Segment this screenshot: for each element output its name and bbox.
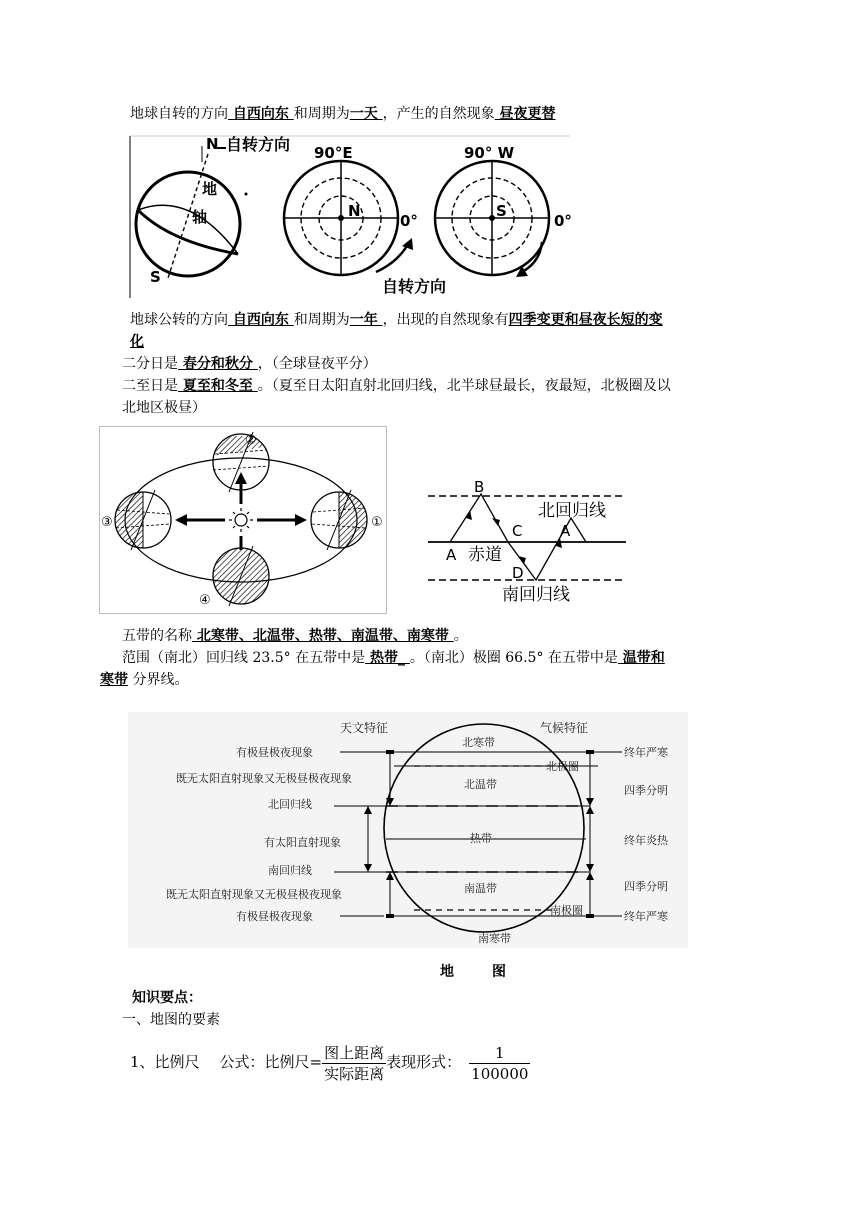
solstice-text: 二至日是 夏至和冬至 。（夏至日太阳直射北回归线，北半球昼最长，夜最短，北极圈及以: [122, 378, 671, 394]
label-90e: 90°E: [314, 144, 353, 162]
zone-south-frigid: 南寒带: [478, 932, 511, 945]
revolution-text: 地球公转的方向 自西向东 和周期为一年 ，出现的自然现象有四季变更和昼夜长短的变: [130, 312, 663, 328]
label-neither-north: 既无太阳直射现象又无极昼极夜现象: [176, 772, 352, 785]
scale-example-fraction: $\frac{1}{100000}$: [471, 1043, 529, 1083]
point-a1-label: A: [446, 546, 457, 564]
tropic-cancer-label: 北回归线: [538, 501, 606, 521]
sun-direct-point-figure: [426, 470, 656, 610]
point-a2-label: A: [560, 522, 571, 540]
rotation-direction-bottom-label: 自转方向: [382, 277, 447, 296]
climate-seasons-north: 四季分明: [624, 784, 668, 797]
climate-seasons-south: 四季分明: [624, 880, 668, 893]
zone-north-temperate: 北温带: [464, 778, 497, 791]
point-d-label: D: [512, 564, 524, 582]
position-1-label: ①: [371, 515, 383, 530]
section-heading-map: 地 图: [440, 964, 506, 980]
earth-orbit-figure: [99, 426, 387, 614]
label-polar-day-south: 有极昼极夜现象: [236, 910, 313, 923]
label-0-deg-2: 0°: [554, 212, 572, 230]
label-tropic-capricorn: 南回归线: [268, 864, 312, 877]
north-pole-label: N: [348, 202, 361, 220]
zone-torrid: 热带: [470, 832, 492, 845]
boundary-text-cont: 寒带 分界线。: [100, 672, 189, 688]
south-pole-label: S: [496, 202, 507, 220]
position-3-label: ③: [101, 515, 113, 530]
axis-label-zhou: 轴: [192, 208, 208, 226]
position-2-label: ②: [245, 433, 257, 448]
climate-cold-north: 终年严寒: [624, 746, 668, 759]
five-zones-text: 五带的名称 北寒带、北温带、热带、南温带、南寒带 。: [122, 628, 468, 644]
scale-fraction: $\frac{\text{图上距离}}{\text{实际距离}}$: [324, 1043, 385, 1083]
label-tropic-cancer: 北回归线: [268, 798, 312, 811]
point-c-label: C: [512, 522, 523, 540]
equator-label: 赤道: [468, 545, 502, 565]
label-0-deg-1: 0°: [400, 212, 418, 230]
map-elements-heading: 一、地图的要素: [122, 1012, 220, 1028]
north-label: N: [206, 135, 219, 153]
label-direct-sun: 有太阳直射现象: [264, 836, 341, 849]
revolution-text-cont: 化: [130, 334, 144, 350]
equinox-text: 二分日是 春分和秋分 ，（全球昼夜平分）: [122, 356, 377, 372]
climate-hot: 终年炎热: [624, 834, 668, 847]
scale-formula: 1、比例尺 公式：比例尺= $\frac{\text{图上距离}}{\text{实际距离}}$ 表现形式： $\frac{1}{100000}$: [130, 1043, 529, 1083]
header-astronomy: 天文特征: [340, 721, 389, 735]
zone-south-temperate: 南温带: [464, 882, 497, 895]
rotation-direction-label: 自转方向: [226, 135, 291, 154]
label-90w: 90° W: [464, 144, 515, 162]
arctic-circle-label: 北极圈: [546, 760, 579, 773]
key-points-label: 知识要点：: [132, 990, 202, 1006]
position-4-label: ④: [199, 593, 211, 608]
axis-label-di: 地: [202, 180, 218, 198]
antarctic-circle-label: 南极圈: [550, 904, 583, 917]
south-label: S: [150, 268, 161, 286]
point-b-label: B: [474, 478, 485, 496]
five-zones-figure: [128, 712, 688, 948]
tropic-capricorn-label: 南回归线: [502, 585, 570, 605]
earth-rotation-figure: [130, 132, 570, 300]
climate-cold-south: 终年严寒: [624, 910, 668, 923]
rotation-text: 地球自转的方向 自西向东 和周期为一天 ，产生的自然现象 昼夜更替: [130, 106, 556, 122]
label-polar-day-north: 有极昼极夜现象: [236, 746, 313, 759]
header-climate: 气候特征: [540, 721, 589, 735]
label-neither-south: 既无太阳直射现象又无极昼极夜现象: [166, 888, 342, 901]
solstice-text-cont: 北地区极昼）: [122, 400, 206, 416]
boundary-text: 范围（南北）回归线 23.5° 在五带中是 热带_ 。（南北）极圈 66.5° 在五带中是 温带和: [122, 650, 665, 666]
zone-north-frigid: 北寒带: [462, 736, 495, 749]
